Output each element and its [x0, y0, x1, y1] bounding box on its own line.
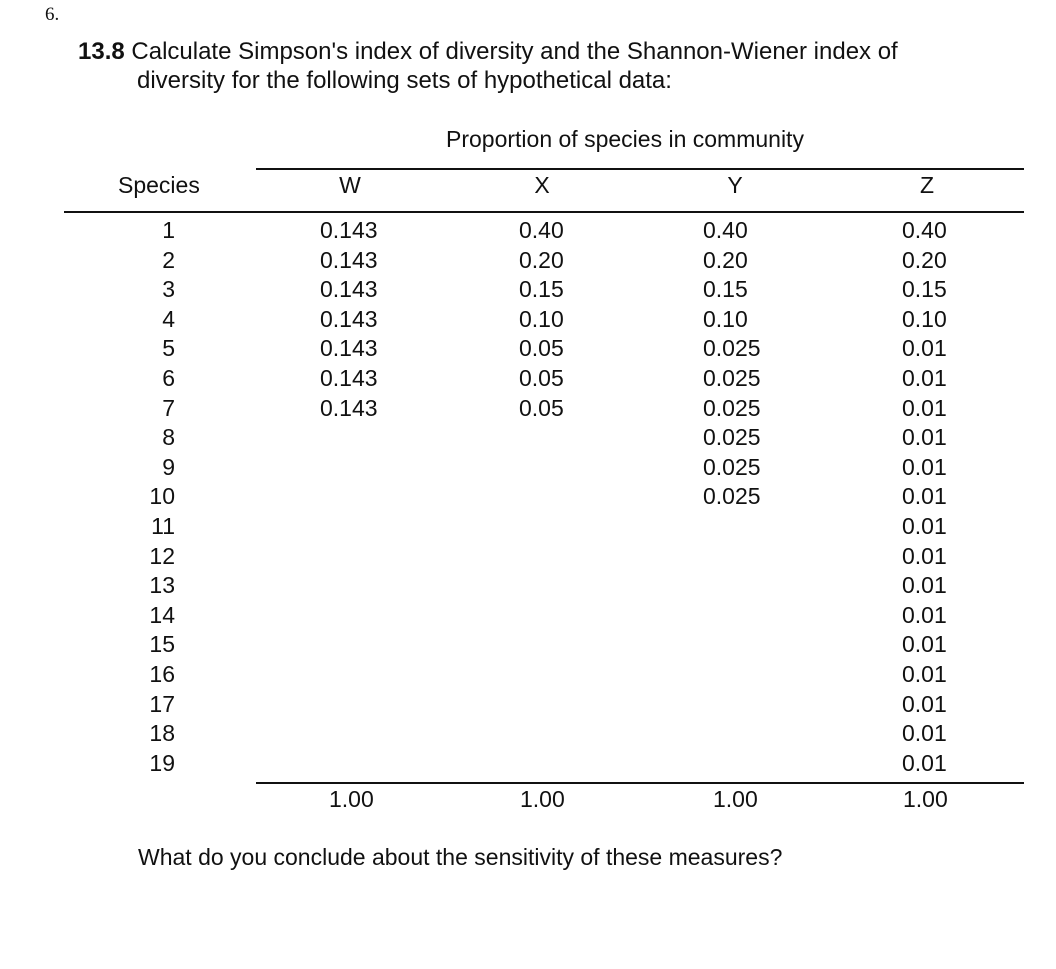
value-cell-z: 0.01 [902, 661, 947, 687]
value-cell-y: 0.15 [703, 276, 748, 303]
value-cell-z: 0.01 [902, 720, 947, 747]
column-header-y: Y [727, 172, 743, 198]
question-number: 6. [45, 4, 60, 25]
value-cell-z: 0.01 [902, 572, 947, 599]
value-cell-z: 0.15 [902, 276, 947, 303]
value-cell-x: 0.05 [519, 394, 564, 421]
value-cell-y: 0.10 [703, 305, 748, 332]
species-number: 6 [162, 365, 175, 391]
value-cell-z: 0.01 [902, 483, 947, 510]
value-cell-x: 0.05 [519, 365, 564, 391]
species-number: 17 [149, 690, 175, 717]
species-number: 19 [149, 749, 175, 776]
value-cell-y: 0.025 [703, 483, 761, 510]
value-cell-z: 0.01 [902, 542, 947, 569]
column-header-w: W [339, 172, 361, 198]
value-cell-w: 0.143 [320, 365, 378, 391]
species-number: 2 [162, 246, 175, 273]
value-cell-z: 0.01 [902, 394, 947, 421]
species-number: 7 [162, 394, 175, 421]
table-super-header: Proportion of species in community [446, 126, 804, 152]
value-cell-z: 0.01 [902, 365, 947, 391]
species-number: 16 [149, 661, 175, 687]
total-y: 1.00 [713, 786, 758, 812]
value-cell-z: 0.01 [902, 453, 947, 480]
value-cell-w: 0.143 [320, 276, 378, 303]
value-cell-y: 0.40 [703, 217, 748, 243]
problem-text-line1: Calculate Simpson's index of diversity and the Shannon-Wiener index of [131, 38, 898, 65]
species-number: 8 [162, 424, 175, 451]
total-z: 1.00 [903, 786, 948, 812]
value-cell-y: 0.025 [703, 365, 761, 391]
value-cell-z: 0.01 [902, 601, 947, 628]
value-cell-y: 0.025 [703, 424, 761, 451]
value-cell-z: 0.01 [902, 690, 947, 717]
column-header-x: X [534, 172, 550, 198]
value-cell-x: 0.05 [519, 335, 564, 362]
value-cell-z: 0.01 [902, 749, 947, 776]
value-cell-z: 0.20 [902, 246, 947, 273]
totals-rule [256, 782, 1024, 784]
header-bottom-rule [64, 211, 1024, 213]
column-header-z: Z [919, 172, 935, 198]
value-cell-z: 0.01 [902, 335, 947, 362]
species-column-header: Species [118, 172, 200, 198]
total-x: 1.00 [520, 786, 565, 812]
species-number: 13 [149, 572, 175, 599]
species-number: 3 [162, 276, 175, 303]
species-number: 14 [149, 601, 175, 628]
problem-number: 13.8 [78, 38, 125, 65]
value-cell-z: 0.01 [902, 631, 947, 658]
value-cell-z: 0.40 [902, 217, 947, 243]
value-cell-y: 0.20 [703, 246, 748, 273]
value-cell-y: 0.025 [703, 394, 761, 421]
value-cell-w: 0.143 [320, 394, 378, 421]
value-cell-w: 0.143 [320, 217, 378, 243]
value-cell-z: 0.01 [902, 513, 947, 539]
value-cell-w: 0.143 [320, 305, 378, 332]
value-cell-x: 0.15 [519, 276, 564, 303]
species-number: 12 [149, 542, 175, 569]
value-cell-w: 0.143 [320, 246, 378, 273]
value-cell-x: 0.40 [519, 217, 564, 243]
species-number: 9 [162, 453, 175, 480]
problem-statement [78, 37, 1038, 95]
value-cell-w: 0.143 [320, 335, 378, 362]
value-cell-x: 0.20 [519, 246, 564, 273]
species-number: 18 [149, 720, 175, 747]
species-number: 4 [162, 305, 175, 332]
conclusion-question: What do you conclude about the sensitivity of these measures? [138, 844, 783, 870]
value-cell-x: 0.10 [519, 305, 564, 332]
species-number: 10 [149, 483, 175, 510]
problem-text-line2: diversity for the following sets of hypothetical data: [137, 67, 672, 94]
species-number: 15 [149, 631, 175, 658]
species-number: 1 [162, 217, 175, 243]
species-number: 11 [151, 513, 175, 539]
value-cell-z: 0.10 [902, 305, 947, 332]
value-cell-y: 0.025 [703, 335, 761, 362]
header-top-rule [256, 168, 1024, 170]
total-w: 1.00 [329, 786, 374, 812]
value-cell-z: 0.01 [902, 424, 947, 451]
value-cell-y: 0.025 [703, 453, 761, 480]
species-number: 5 [162, 335, 175, 362]
